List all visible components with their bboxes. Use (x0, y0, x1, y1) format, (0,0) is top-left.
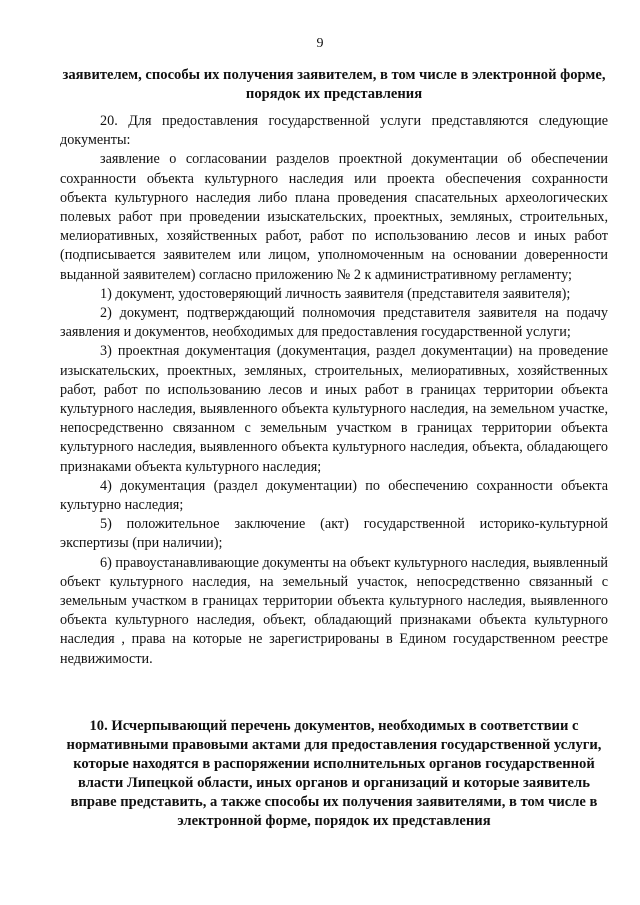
paragraph-item-20: 20. Для предоставления государственной услуги представляются следующие документы: (60, 113, 608, 149)
list-item-3: 3) проектная документация (документация, раздел документации) на проведение изыскательских, проектных, земляных, строительных, мелиоративных, хозяйственных работ, работ по использованию лесов и иных работ в границах территории объекта культурного наследия, выявленного объекта культурного наследия, на земельном участке, непосредственно связанном с земельным участком в границах территории объекта культурного наследия, выявленного объекта культурного наследия, объекта, обладающего признаками объекта культурного наследия; (60, 343, 608, 475)
section-heading-10: 10. Исчерпывающий перечень документов, необходимых в соответствии с нормативными правовыми актами для предоставления государственной услуги, которые находятся в распоряжении исполнительных органов государственной власти Липецкой области, иных органов и организаций и которые заявитель вправе представить, а также способы их получения заявителями, в том числе в электронной форме, порядок их представления (66, 718, 602, 829)
list-item-6: 6) правоустанавливающие документы на объект культурного наследия, выявленный объект культурного наследия, на земельный участок, непосредственно связанный с земельным участком в границах территории объекта культурного наследия, выявленного объекта культурного наследия, объект, обладающий признаками объекта культурного наследия , права на которые не зарегистрированы в Едином государственном реестре недвижимости. (60, 554, 608, 667)
list-item-2: 2) документ, подтверждающий полномочия представителя заявителя на подачу заявления и документов, необходимых для предоставления государственной услуги; (60, 305, 608, 341)
section-heading-continuation: заявителем, способы их получения заявителем, в том числе в электронной форме, порядок их представления (62, 67, 606, 102)
paragraph-application: заявление о согласовании разделов проектной документации об обеспечении сохранности объекта культурного наследия или проекта обеспечения сохранности объекта культурного наследия либо плана проведения спасательных археологических полевых работ при проведении изыскательских, проектных, земляных, строительных, мелиоративных, хозяйственных работ, работ по использованию лесов и иных работ (подписывается заявителем или лицом, уполномоченным на основании доверенности выданной заявителем) согласно приложению № 2 к административному регламенту; (60, 151, 608, 283)
list-item-5: 5) положительное заключение (акт) государственной историко-культурной экспертизы (при наличии); (60, 516, 608, 552)
document-body (60, 112, 608, 669)
list-item-1: 1) документ, удостоверяющий личность заявителя (представителя заявителя); (100, 285, 571, 302)
page-number: 9 (316, 36, 324, 51)
list-item-4: 4) документация (раздел документации) по обеспечению сохранности объекта культурно наследия; (60, 477, 608, 514)
